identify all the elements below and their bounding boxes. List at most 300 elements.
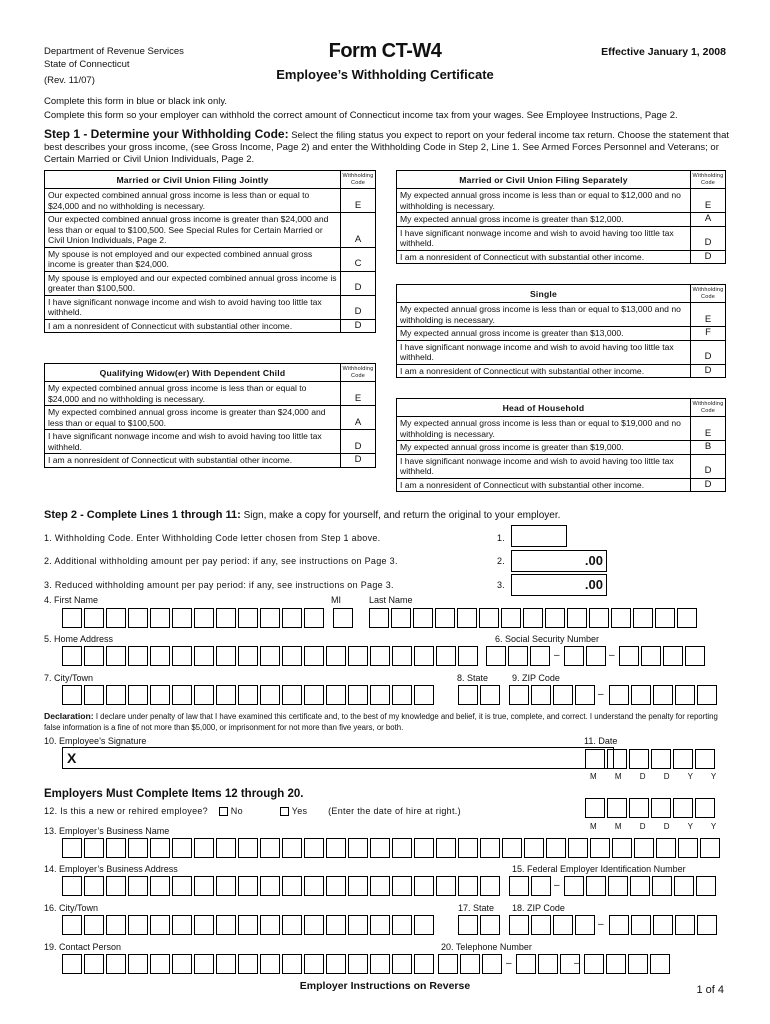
zip-part1[interactable] <box>509 685 597 705</box>
char-cell[interactable] <box>458 685 478 705</box>
table-row <box>397 226 726 250</box>
char-cell[interactable] <box>348 915 368 935</box>
char-cell[interactable] <box>304 954 324 974</box>
char-cell[interactable] <box>585 749 605 769</box>
char-cell[interactable] <box>150 838 170 858</box>
char-cell[interactable] <box>685 646 705 666</box>
char-cell[interactable] <box>530 646 550 666</box>
char-cell[interactable] <box>326 954 346 974</box>
char-cell[interactable] <box>509 685 529 705</box>
ssn-part2[interactable] <box>564 646 608 666</box>
phone-prefix[interactable] <box>516 954 582 974</box>
line2-number: 2. <box>497 556 506 566</box>
ssn-part3[interactable] <box>619 646 707 666</box>
char-cell[interactable] <box>282 876 302 896</box>
char-cell[interactable] <box>458 838 478 858</box>
table-row <box>397 441 726 455</box>
char-cell[interactable] <box>282 838 302 858</box>
char-cell[interactable] <box>589 608 609 628</box>
contact-person-field[interactable] <box>62 954 436 974</box>
char-cell[interactable] <box>172 915 192 935</box>
char-cell[interactable] <box>194 685 214 705</box>
char-cell[interactable] <box>172 876 192 896</box>
employee-signature-field[interactable] <box>62 747 614 769</box>
employer-heading: Employers Must Complete Items 12 through 20. <box>44 788 304 800</box>
char-cell[interactable] <box>392 838 412 858</box>
char-cell[interactable] <box>629 798 649 818</box>
char-cell[interactable] <box>564 646 584 666</box>
condition-text: My expected combined annual gross income is less than or equal to $24,000 and no withholding is necessary. <box>45 382 341 406</box>
condition-text: I have significant nonwage income and wish to avoid having too little tax withheld. <box>397 226 691 250</box>
char-cell[interactable] <box>216 685 236 705</box>
withholding-code: C <box>341 247 376 271</box>
employer-city-field[interactable] <box>62 915 436 935</box>
char-cell[interactable] <box>607 798 627 818</box>
char-cell[interactable] <box>609 685 629 705</box>
char-cell[interactable] <box>282 608 302 628</box>
char-cell[interactable] <box>611 608 631 628</box>
char-cell[interactable] <box>633 608 653 628</box>
line3-number: 3. <box>497 580 506 590</box>
char-cell[interactable] <box>458 876 478 896</box>
char-cell[interactable] <box>634 838 654 858</box>
code-column-header: Withholding Code <box>691 399 726 417</box>
char-cell[interactable] <box>630 876 650 896</box>
char-cell[interactable] <box>84 954 104 974</box>
char-cell[interactable] <box>509 876 529 896</box>
line2-label: 2. Additional withholding amount per pay period: if any, see instructions on Page 3. <box>44 556 398 566</box>
char-cell[interactable] <box>150 876 170 896</box>
char-cell[interactable] <box>282 685 302 705</box>
city-field[interactable] <box>62 685 436 705</box>
step1-heading: Step 1 - Determine your Withholding Code: <box>44 127 289 141</box>
char-cell[interactable] <box>348 646 368 666</box>
char-cell[interactable] <box>673 749 693 769</box>
char-cell[interactable] <box>651 749 671 769</box>
char-cell[interactable] <box>523 608 543 628</box>
char-cell[interactable] <box>486 646 506 666</box>
form-subtitle: Employee’s Withholding Certificate <box>276 67 494 82</box>
char-cell[interactable] <box>84 838 104 858</box>
condition-text: Our expected combined annual gross income is greater than $24,000 and less than or equal to $100,500. See Special Rules for Certain Married or Civil Union Individuals, Page 2. <box>45 213 341 248</box>
char-cell[interactable] <box>656 838 676 858</box>
char-cell[interactable] <box>663 646 683 666</box>
char-cell[interactable] <box>150 915 170 935</box>
char-cell[interactable] <box>370 646 390 666</box>
employer-zip-label: 18. ZIP Code <box>512 903 565 913</box>
agency-name: Department of Revenue Services <box>44 46 184 57</box>
char-cell[interactable] <box>414 876 434 896</box>
char-cell[interactable] <box>480 876 500 896</box>
char-cell[interactable] <box>348 685 368 705</box>
condition-text: My spouse is employed and our expected combined annual gross income is greater than $100,500. <box>45 271 341 295</box>
char-cell[interactable] <box>106 954 126 974</box>
char-cell[interactable] <box>216 876 236 896</box>
char-cell[interactable] <box>392 876 412 896</box>
char-cell[interactable] <box>631 915 651 935</box>
char-cell[interactable] <box>653 915 673 935</box>
char-cell[interactable] <box>326 646 346 666</box>
middle-initial-field[interactable] <box>333 608 355 628</box>
home-address-label: 5. Home Address <box>44 634 114 644</box>
reduced-withholding-input[interactable] <box>511 574 607 596</box>
char-cell[interactable] <box>106 646 126 666</box>
char-cell[interactable] <box>502 838 522 858</box>
condition-text: I have significant nonwage income and wish to avoid having too little tax withheld. <box>397 454 691 478</box>
char-cell[interactable] <box>608 876 628 896</box>
business-address-field[interactable] <box>62 876 502 896</box>
last-name-field[interactable] <box>369 608 699 628</box>
char-cell[interactable] <box>106 685 126 705</box>
condition-text: My expected combined annual gross income is greater than $24,000 and less than or equal to $100,500. <box>45 406 341 430</box>
char-cell[interactable] <box>628 954 648 974</box>
hire-date-field[interactable] <box>585 798 717 818</box>
table-head-of-household <box>396 398 726 492</box>
condition-text: I am a nonresident of Connecticut with substantial other income. <box>45 454 341 468</box>
char-cell[interactable] <box>675 685 695 705</box>
char-cell[interactable] <box>194 876 214 896</box>
char-cell[interactable] <box>216 915 236 935</box>
withholding-code-input[interactable] <box>511 525 567 547</box>
char-cell[interactable] <box>216 646 236 666</box>
zip-part2[interactable] <box>609 685 719 705</box>
char-cell[interactable] <box>326 876 346 896</box>
char-cell[interactable] <box>128 838 148 858</box>
signature-label: 10. Employee’s Signature <box>44 736 147 746</box>
char-cell[interactable] <box>697 685 717 705</box>
char-cell[interactable] <box>62 876 82 896</box>
char-cell[interactable] <box>370 876 390 896</box>
contact-person-label: 19. Contact Person <box>44 942 122 952</box>
char-cell[interactable] <box>545 608 565 628</box>
instruction-purpose: Complete this form so your employer can withhold the correct amount of Connecticut income tax from your wages. See Employee Instructions, Page 2. <box>44 110 678 121</box>
char-cell[interactable] <box>585 798 605 818</box>
yes-checkbox[interactable] <box>280 807 289 816</box>
char-cell[interactable] <box>651 798 671 818</box>
char-cell[interactable] <box>304 646 324 666</box>
business-name-field[interactable] <box>62 838 722 858</box>
char-cell[interactable] <box>553 915 573 935</box>
table-title: Married or Civil Union Filing Separately <box>397 171 691 189</box>
business-address-label: 14. Employer’s Business Address <box>44 864 178 874</box>
char-cell[interactable] <box>391 608 411 628</box>
char-cell[interactable] <box>568 838 588 858</box>
char-cell[interactable] <box>567 608 587 628</box>
char-cell[interactable] <box>106 608 126 628</box>
char-cell[interactable] <box>538 954 558 974</box>
char-cell[interactable] <box>584 954 604 974</box>
char-cell[interactable] <box>84 646 104 666</box>
city-label: 7. City/Town <box>44 673 94 683</box>
char-cell[interactable] <box>84 915 104 935</box>
char-cell[interactable] <box>282 954 302 974</box>
char-cell[interactable] <box>194 608 214 628</box>
char-cell[interactable] <box>370 954 390 974</box>
char-cell[interactable] <box>590 838 610 858</box>
char-cell[interactable] <box>128 608 148 628</box>
char-cell[interactable] <box>675 915 695 935</box>
char-cell[interactable] <box>458 646 478 666</box>
char-cell[interactable] <box>348 954 368 974</box>
char-cell[interactable] <box>260 876 280 896</box>
ssn-dash: – <box>609 650 615 661</box>
char-cell[interactable] <box>128 685 148 705</box>
char-cell[interactable] <box>609 915 629 935</box>
char-cell[interactable] <box>150 646 170 666</box>
char-cell[interactable] <box>370 685 390 705</box>
char-cell[interactable] <box>606 954 626 974</box>
char-cell[interactable] <box>216 954 236 974</box>
char-cell[interactable] <box>62 608 82 628</box>
ssn-dash: – <box>554 650 560 661</box>
first-name-field[interactable] <box>62 608 326 628</box>
table-married-jointly <box>44 170 376 333</box>
char-cell[interactable] <box>62 915 82 935</box>
char-cell[interactable] <box>238 954 258 974</box>
char-cell[interactable] <box>653 685 673 705</box>
char-cell[interactable] <box>238 876 258 896</box>
char-cell[interactable] <box>436 876 456 896</box>
char-cell[interactable] <box>150 954 170 974</box>
withholding-code: D <box>691 226 726 250</box>
table-row <box>397 417 726 441</box>
char-cell[interactable] <box>128 876 148 896</box>
char-cell[interactable] <box>304 608 324 628</box>
char-cell[interactable] <box>531 876 551 896</box>
line3-cents: .00 <box>584 577 603 592</box>
char-cell[interactable] <box>260 954 280 974</box>
char-cell[interactable] <box>612 838 632 858</box>
line2-cents: .00 <box>584 553 603 568</box>
phone-area-code[interactable] <box>438 954 504 974</box>
char-cell[interactable] <box>370 915 390 935</box>
char-cell[interactable] <box>172 685 192 705</box>
char-cell[interactable] <box>326 915 346 935</box>
char-cell[interactable] <box>607 749 627 769</box>
char-cell[interactable] <box>531 915 551 935</box>
fein-dash: – <box>554 880 560 891</box>
state-name: State of Connecticut <box>44 58 130 70</box>
table-row <box>397 454 726 478</box>
condition-text: My spouse is not employed and our expected combined annual gross income is greater than $24,000. <box>45 247 341 271</box>
char-cell[interactable] <box>392 646 412 666</box>
zip-label: 9. ZIP Code <box>512 673 560 683</box>
last-name-label: Last Name <box>369 595 413 605</box>
char-cell[interactable] <box>128 915 148 935</box>
char-cell[interactable] <box>655 608 675 628</box>
table-row <box>397 250 726 264</box>
hire-date-note: (Enter the date of hire at right.) <box>328 806 461 816</box>
char-cell[interactable] <box>392 954 412 974</box>
char-cell[interactable] <box>238 608 258 628</box>
char-cell[interactable] <box>62 646 82 666</box>
table-row <box>45 382 376 406</box>
char-cell[interactable] <box>84 685 104 705</box>
char-cell[interactable] <box>282 915 302 935</box>
char-cell[interactable] <box>413 608 433 628</box>
char-cell[interactable] <box>260 915 280 935</box>
fein-part2[interactable] <box>564 876 718 896</box>
char-cell[interactable] <box>194 915 214 935</box>
char-cell[interactable] <box>482 954 502 974</box>
table-row <box>45 247 376 271</box>
date-label: 11. Date <box>584 736 618 746</box>
table-title: Qualifying Widow(er) With Dependent Child <box>45 364 341 382</box>
char-cell[interactable] <box>677 608 697 628</box>
char-cell[interactable] <box>575 915 595 935</box>
employer-zip-part2[interactable] <box>609 915 719 935</box>
char-cell[interactable] <box>150 685 170 705</box>
char-cell[interactable] <box>216 838 236 858</box>
phone-dash: – <box>506 958 512 969</box>
char-cell[interactable] <box>369 608 389 628</box>
char-cell[interactable] <box>586 876 606 896</box>
char-cell[interactable] <box>194 954 214 974</box>
char-cell[interactable] <box>326 838 346 858</box>
employer-state-field[interactable] <box>458 915 502 935</box>
char-cell[interactable] <box>194 838 214 858</box>
state-label: 8. State <box>457 673 489 683</box>
employer-zip-part1[interactable] <box>509 915 597 935</box>
char-cell[interactable] <box>84 876 104 896</box>
home-address-field[interactable] <box>62 646 480 666</box>
char-cell[interactable] <box>414 646 434 666</box>
char-cell[interactable] <box>414 685 434 705</box>
char-cell[interactable] <box>348 876 368 896</box>
char-cell[interactable] <box>575 685 595 705</box>
char-cell[interactable] <box>260 608 280 628</box>
char-cell[interactable] <box>106 915 126 935</box>
char-cell[interactable] <box>696 876 716 896</box>
char-cell[interactable] <box>62 838 82 858</box>
step1-block <box>44 128 734 166</box>
no-checkbox[interactable] <box>219 807 228 816</box>
condition-text: Our expected combined annual gross income is less than or equal to $24,000 and no withholding is necessary. <box>45 189 341 213</box>
char-cell[interactable] <box>586 646 606 666</box>
char-cell[interactable] <box>333 608 353 628</box>
char-cell[interactable] <box>172 646 192 666</box>
char-cell[interactable] <box>238 685 258 705</box>
char-cell[interactable] <box>436 838 456 858</box>
char-cell[interactable] <box>480 838 500 858</box>
char-cell[interactable] <box>564 876 584 896</box>
char-cell[interactable] <box>304 685 324 705</box>
char-cell[interactable] <box>524 838 544 858</box>
declaration <box>44 711 734 733</box>
char-cell[interactable] <box>697 915 717 935</box>
char-cell[interactable] <box>392 915 412 935</box>
ssn-part1[interactable] <box>486 646 552 666</box>
char-cell[interactable] <box>194 646 214 666</box>
char-cell[interactable] <box>414 954 434 974</box>
char-cell[interactable] <box>84 608 104 628</box>
char-cell[interactable] <box>106 876 126 896</box>
withholding-code: E <box>341 189 376 213</box>
char-cell[interactable] <box>480 915 500 935</box>
char-cell[interactable] <box>695 798 715 818</box>
char-cell[interactable] <box>260 646 280 666</box>
char-cell[interactable] <box>678 838 698 858</box>
char-cell[interactable] <box>62 954 82 974</box>
char-cell[interactable] <box>700 838 720 858</box>
char-cell[interactable] <box>553 685 573 705</box>
char-cell[interactable] <box>695 749 715 769</box>
char-cell[interactable] <box>62 685 82 705</box>
char-cell[interactable] <box>238 915 258 935</box>
char-cell[interactable] <box>546 838 566 858</box>
signature-date-field[interactable] <box>585 749 717 769</box>
char-cell[interactable] <box>631 685 651 705</box>
char-cell[interactable] <box>619 646 639 666</box>
condition-text: I have significant nonwage income and wish to avoid having too little tax withheld. <box>45 430 341 454</box>
char-cell[interactable] <box>282 646 302 666</box>
condition-text: My expected annual gross income is less than or equal to $19,000 and no withholding is necessary. <box>397 417 691 441</box>
char-cell[interactable] <box>414 915 434 935</box>
char-cell[interactable] <box>479 608 499 628</box>
condition-text: I have significant nonwage income and wish to avoid having too little tax withheld. <box>45 295 341 319</box>
char-cell[interactable] <box>436 646 456 666</box>
char-cell[interactable] <box>172 954 192 974</box>
char-cell[interactable] <box>501 608 521 628</box>
char-cell[interactable] <box>458 915 478 935</box>
char-cell[interactable] <box>457 608 477 628</box>
char-cell[interactable] <box>673 798 693 818</box>
char-cell[interactable] <box>238 646 258 666</box>
char-cell[interactable] <box>652 876 672 896</box>
char-cell[interactable] <box>304 838 324 858</box>
char-cell[interactable] <box>641 646 661 666</box>
withholding-code: D <box>691 364 726 378</box>
char-cell[interactable] <box>106 838 126 858</box>
state-field[interactable] <box>458 685 502 705</box>
char-cell[interactable] <box>370 838 390 858</box>
char-cell[interactable] <box>326 685 346 705</box>
char-cell[interactable] <box>650 954 670 974</box>
char-cell[interactable] <box>172 838 192 858</box>
char-cell[interactable] <box>392 685 412 705</box>
char-cell[interactable] <box>150 608 170 628</box>
char-cell[interactable] <box>674 876 694 896</box>
table-row <box>397 340 726 364</box>
additional-withholding-input[interactable] <box>511 550 607 572</box>
char-cell[interactable] <box>304 915 324 935</box>
char-cell[interactable] <box>128 954 148 974</box>
table-title: Married or Civil Union Filing Jointly <box>45 171 341 189</box>
char-cell[interactable] <box>438 954 458 974</box>
char-cell[interactable] <box>172 608 192 628</box>
char-cell[interactable] <box>480 685 500 705</box>
char-cell[interactable] <box>128 646 148 666</box>
char-cell[interactable] <box>304 876 324 896</box>
char-cell[interactable] <box>508 646 528 666</box>
withholding-code: B <box>691 441 726 455</box>
char-cell[interactable] <box>238 838 258 858</box>
char-cell[interactable] <box>509 915 529 935</box>
hire-date-format-hint: M M D D Y Y <box>590 822 725 831</box>
char-cell[interactable] <box>516 954 536 974</box>
char-cell[interactable] <box>260 685 280 705</box>
fein-part1[interactable] <box>509 876 553 896</box>
phone-line[interactable] <box>584 954 672 974</box>
char-cell[interactable] <box>531 685 551 705</box>
char-cell[interactable] <box>435 608 455 628</box>
char-cell[interactable] <box>260 838 280 858</box>
char-cell[interactable] <box>348 838 368 858</box>
char-cell[interactable] <box>460 954 480 974</box>
char-cell[interactable] <box>629 749 649 769</box>
char-cell[interactable] <box>414 838 434 858</box>
char-cell[interactable] <box>216 608 236 628</box>
